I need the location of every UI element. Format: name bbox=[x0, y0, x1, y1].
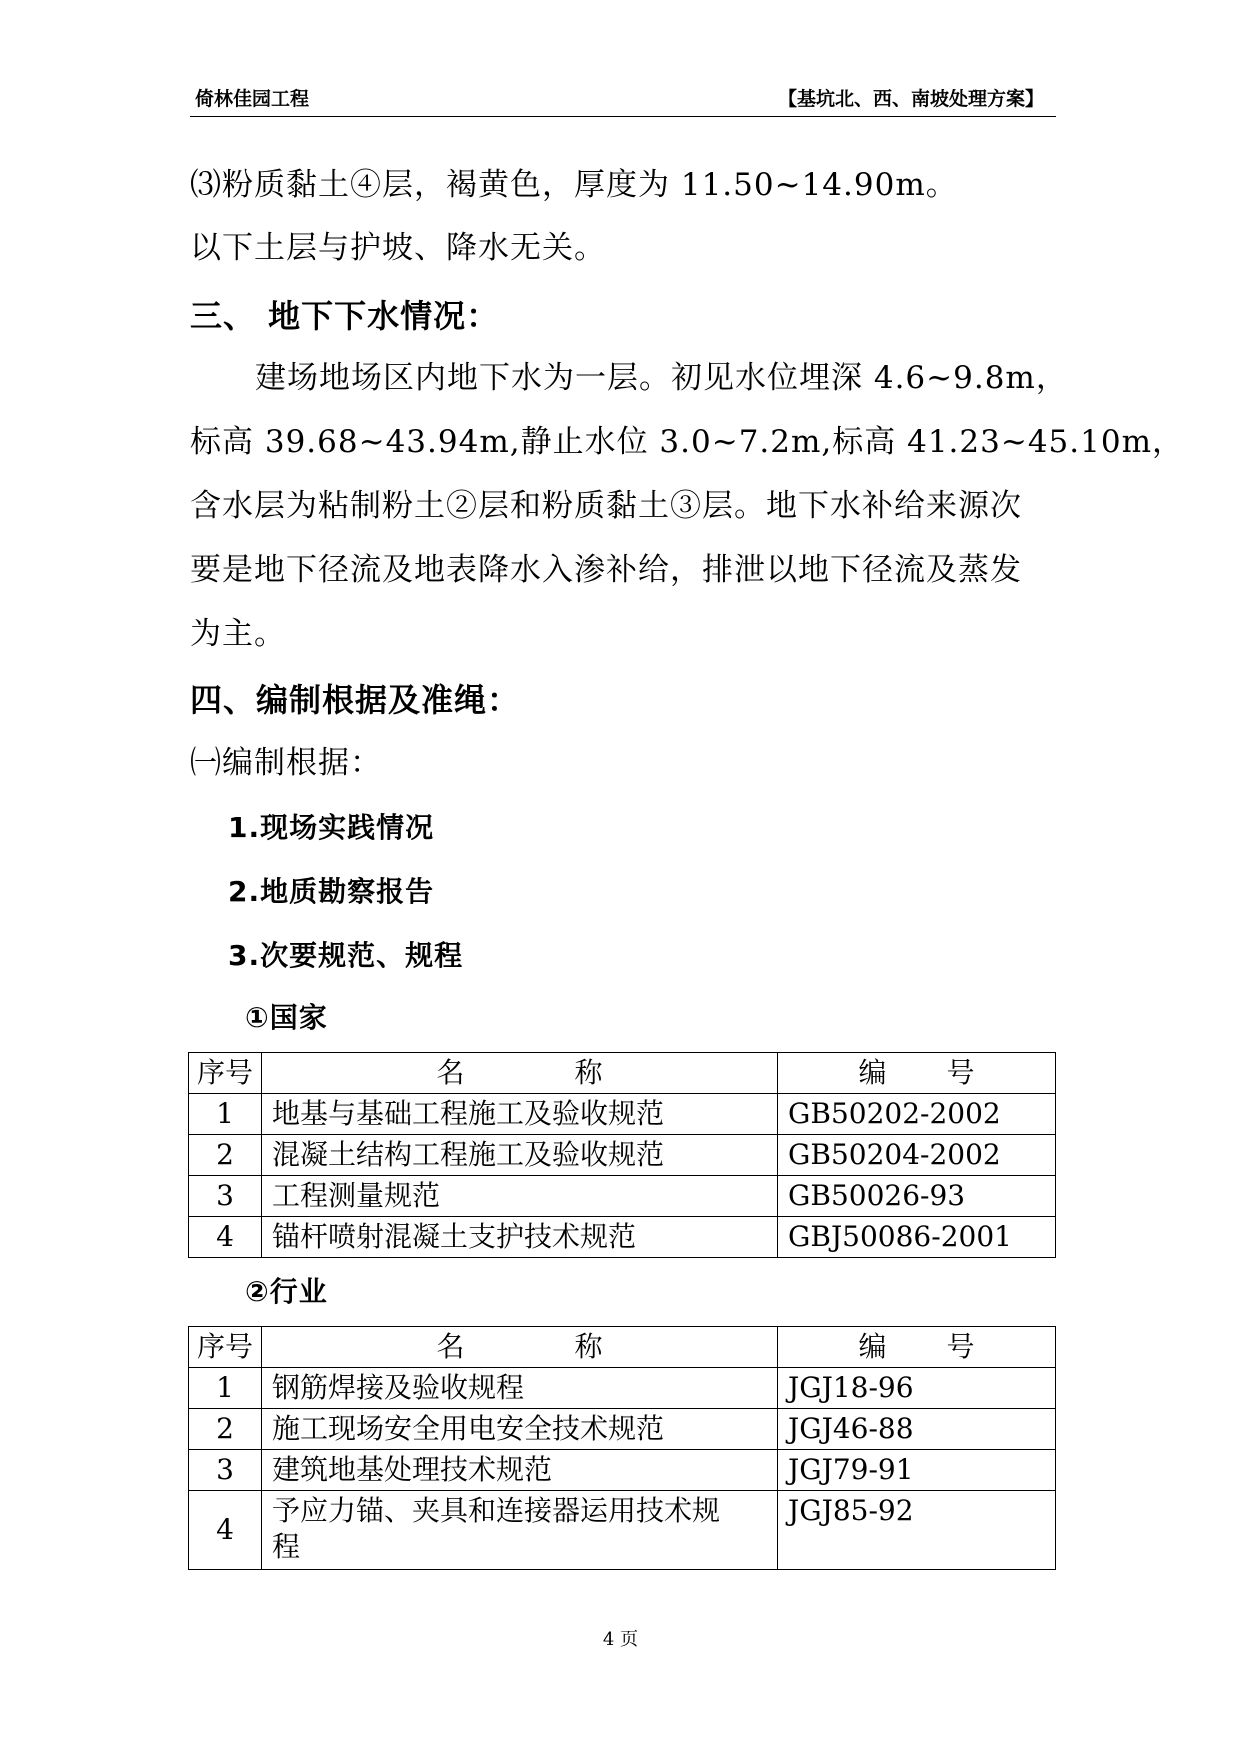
basis-item-survey: 2.地质勘察报告 bbox=[228, 875, 435, 908]
col-header-name-a: 名 bbox=[436, 1056, 465, 1089]
cell-code: GBJ50086-2001 bbox=[778, 1217, 1056, 1258]
basis-item-site: 1.现场实践情况 bbox=[228, 811, 435, 844]
col-header-code-b: 号 bbox=[946, 1056, 975, 1089]
cell-name: 混凝土结构工程施工及验收规范 bbox=[262, 1135, 778, 1176]
col-header-name-b: 称 bbox=[574, 1330, 603, 1363]
cell-no: 4 bbox=[189, 1491, 262, 1570]
table-row bbox=[189, 1135, 1056, 1176]
paragraph-groundwater-line3: 含水层为粘制粉土②层和粉质黏土③层。地下水补给来源次 bbox=[190, 488, 1022, 524]
header-divider bbox=[190, 116, 1056, 117]
table-row bbox=[189, 1450, 1056, 1491]
page-number: 4 页 bbox=[602, 1629, 639, 1650]
col-header-no: 序号 bbox=[189, 1053, 262, 1094]
cell-name: 施工现场安全用电安全技术规范 bbox=[262, 1409, 778, 1450]
basis-item-standards: 3.次要规范、规程 bbox=[228, 939, 464, 972]
cell-code: JGJ79-91 bbox=[778, 1450, 1056, 1491]
cell-no: 2 bbox=[189, 1409, 262, 1450]
paragraph-groundwater-line5: 为主。 bbox=[190, 616, 286, 652]
paragraph-groundwater-line2: 标高 39.68~43.94m,静止水位 3.0~7.2m,标高 41.23~45.10m， bbox=[190, 424, 1184, 460]
col-header-no: 序号 bbox=[189, 1327, 262, 1368]
cell-name-line2: 程 bbox=[272, 1530, 301, 1563]
table-row bbox=[189, 1368, 1056, 1409]
table-header-row bbox=[189, 1327, 1056, 1368]
industry-standards-label: ②行业 bbox=[245, 1275, 328, 1308]
cell-code: JGJ18-96 bbox=[778, 1368, 1056, 1409]
table-row bbox=[189, 1217, 1056, 1258]
cell-code: GB50202-2002 bbox=[778, 1094, 1056, 1135]
national-standards-table bbox=[188, 1052, 1056, 1258]
header-project-name: 倚林佳园工程 bbox=[195, 88, 310, 110]
table-row bbox=[189, 1176, 1056, 1217]
col-header-code-a: 编 bbox=[858, 1056, 887, 1089]
table-row bbox=[189, 1409, 1056, 1450]
cell-name: 工程测量规范 bbox=[262, 1176, 778, 1217]
col-header-code-b: 号 bbox=[946, 1330, 975, 1363]
col-header-code-a: 编 bbox=[858, 1330, 887, 1363]
cell-code: JGJ85-92 bbox=[778, 1491, 1056, 1570]
paragraph-groundwater-line4: 要是地下径流及地表降水入渗补给，排泄以地下径流及蒸发 bbox=[190, 552, 1022, 588]
cell-code: GB50026-93 bbox=[778, 1176, 1056, 1217]
col-header-code bbox=[778, 1053, 1056, 1094]
cell-no: 1 bbox=[189, 1094, 262, 1135]
table-row bbox=[189, 1094, 1056, 1135]
cell-name: 钢筋焊接及验收规程 bbox=[262, 1368, 778, 1409]
cell-name: 锚杆喷射混凝土支护技术规范 bbox=[262, 1217, 778, 1258]
table-header-row bbox=[189, 1053, 1056, 1094]
col-header-code bbox=[778, 1327, 1056, 1368]
col-header-name bbox=[262, 1327, 778, 1368]
cell-name bbox=[262, 1491, 778, 1570]
cell-name-line1: 予应力锚、夹具和连接器运用技术规 bbox=[272, 1494, 721, 1527]
industry-standards-table bbox=[188, 1326, 1056, 1570]
header-document-title: 【基坑北、西、南坡处理方案】 bbox=[777, 88, 1044, 110]
cell-name: 地基与基础工程施工及验收规范 bbox=[262, 1094, 778, 1135]
section-heading-basis: 四、编制根据及准绳： bbox=[190, 681, 521, 719]
national-standards-label: ①国家 bbox=[245, 1001, 328, 1034]
paragraph-unrelated-layers: 以下土层与护坡、降水无关。 bbox=[190, 230, 606, 266]
col-header-name-b: 称 bbox=[574, 1056, 603, 1089]
paragraph-soil-layer: ⑶粉质黏土④层，褐黄色，厚度为 11.50~14.90m。 bbox=[190, 167, 958, 203]
cell-name: 建筑地基处理技术规范 bbox=[262, 1450, 778, 1491]
cell-code: JGJ46-88 bbox=[778, 1409, 1056, 1450]
section-heading-groundwater: 三、 地下下水情况： bbox=[190, 297, 500, 335]
table-row bbox=[189, 1491, 1056, 1570]
paragraph-groundwater-line1: 建场地场区内地下水为一层。初见水位埋深 4.6~9.8m， bbox=[255, 360, 1068, 396]
col-header-name-a: 名 bbox=[436, 1330, 465, 1363]
cell-no: 2 bbox=[189, 1135, 262, 1176]
cell-code: GB50204-2002 bbox=[778, 1135, 1056, 1176]
cell-no: 3 bbox=[189, 1176, 262, 1217]
cell-no: 3 bbox=[189, 1450, 262, 1491]
cell-no: 1 bbox=[189, 1368, 262, 1409]
subheading-basis: ㈠编制根据： bbox=[190, 745, 382, 781]
cell-no: 4 bbox=[189, 1217, 262, 1258]
col-header-name bbox=[262, 1053, 778, 1094]
